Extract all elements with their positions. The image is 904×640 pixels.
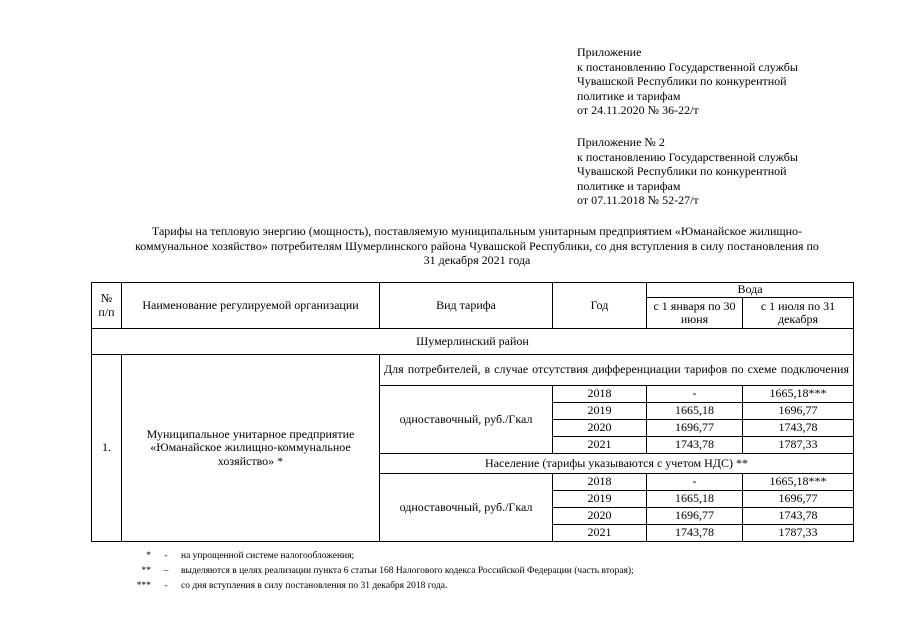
- value-cell: 1665,18***: [743, 474, 854, 491]
- header-water: Вода: [647, 283, 854, 298]
- appendix-block-2: [577, 135, 877, 208]
- appendix-line: Чувашской Республики по конкурентной: [577, 164, 787, 178]
- year-cell: 2019: [553, 491, 647, 508]
- footnote: [127, 549, 634, 564]
- appendix-line: Приложение: [577, 45, 642, 59]
- value-cell: 1665,18: [647, 403, 743, 420]
- organization-name: Муниципальное унитарное предприятие «Юманайское жилищно-коммунальное хозяйство» *: [122, 355, 380, 542]
- appendix-line: от 07.11.2018 № 52-27/т: [577, 193, 699, 207]
- group-label: Для потребителей, в случае отсутствия дифференциации тарифов по схеме подключения: [380, 355, 854, 386]
- footnote: [127, 564, 634, 579]
- header-period-1: с 1 января по 30 июня: [647, 298, 743, 329]
- value-cell: 1696,77: [647, 508, 743, 525]
- value-cell: -: [647, 386, 743, 403]
- appendix-line: к постановлению Государственной службы: [577, 59, 798, 74]
- value-cell: 1696,77: [743, 491, 854, 508]
- footnote-dash: -: [164, 551, 168, 561]
- title-line: коммунальное хозяйство» потребителям Шумерлинского района Чувашской Республики, со дня вступления в силу постановления по: [135, 238, 819, 253]
- region-row: Шумерлинский район: [92, 329, 854, 355]
- header-org: Наименование регулируемой организации: [122, 283, 380, 329]
- value-cell: 1696,77: [647, 420, 743, 437]
- tariff-type: одноставочный, руб./Гкал: [380, 386, 553, 454]
- footnotes: [127, 549, 634, 594]
- year-cell: 2018: [553, 386, 647, 403]
- value-cell: 1743,78: [743, 420, 854, 437]
- value-cell: -: [647, 474, 743, 491]
- appendix-block-1: [577, 45, 877, 118]
- value-cell: 1696,77: [743, 403, 854, 420]
- year-cell: 2018: [553, 474, 647, 491]
- footnote-text: выделяются в целях реализации пункта 6 статьи 168 Налогового кодекса Российской Федерации (часть вторая);: [181, 566, 634, 576]
- year-cell: 2020: [553, 508, 647, 525]
- footnote-dash: -: [164, 581, 168, 591]
- tariff-table: [91, 282, 854, 542]
- tariff-type: одноставочный, руб./Гкал: [380, 474, 553, 542]
- title-line: Тарифы на тепловую энергию (мощность), поставляемую муниципальным унитарным предприятием «Юманайское жилищно-: [151, 224, 803, 238]
- row-number: 1.: [92, 355, 122, 542]
- value-cell: 1665,18***: [743, 386, 854, 403]
- appendix-line: политике и тарифам: [577, 88, 681, 103]
- appendix-line: от 24.11.2020 № 36-22/т: [577, 103, 699, 117]
- appendix-line: политике и тарифам: [577, 178, 681, 193]
- appendix-line: Чувашской Республики по конкурентной: [577, 74, 787, 88]
- value-cell: 1743,78: [647, 525, 743, 542]
- footnote-marker: ***: [136, 581, 151, 591]
- header-year: Год: [553, 283, 647, 329]
- value-cell: 1665,18: [647, 491, 743, 508]
- footnote: [127, 579, 634, 594]
- value-cell: 1743,78: [743, 508, 854, 525]
- group-label: Население (тарифы указываются с учетом НДС) **: [380, 454, 854, 474]
- value-cell: 1787,33: [743, 437, 854, 454]
- appendix-line: к постановлению Государственной службы: [577, 149, 798, 164]
- footnote-text: на упрощенной системе налогообложения;: [181, 551, 355, 561]
- appendix-line: Приложение № 2: [577, 135, 665, 149]
- year-cell: 2020: [553, 420, 647, 437]
- footnote-marker: **: [141, 566, 151, 576]
- title-line: 31 декабря 2021 года: [423, 253, 531, 267]
- footnote-marker: *: [146, 551, 151, 561]
- footnote-text: со дня вступления в силу постановления по 31 декабря 2018 года.: [181, 581, 448, 591]
- document-title: [88, 224, 866, 268]
- value-cell: 1787,33: [743, 525, 854, 542]
- year-cell: 2021: [553, 437, 647, 454]
- footnote-dash: –: [163, 566, 169, 576]
- value-cell: 1743,78: [647, 437, 743, 454]
- header-tariff-type: Вид тарифа: [380, 283, 553, 329]
- year-cell: 2021: [553, 525, 647, 542]
- year-cell: 2019: [553, 403, 647, 420]
- header-num: № п/п: [92, 283, 122, 329]
- header-period-2: с 1 июля по 31 декабря: [743, 298, 854, 329]
